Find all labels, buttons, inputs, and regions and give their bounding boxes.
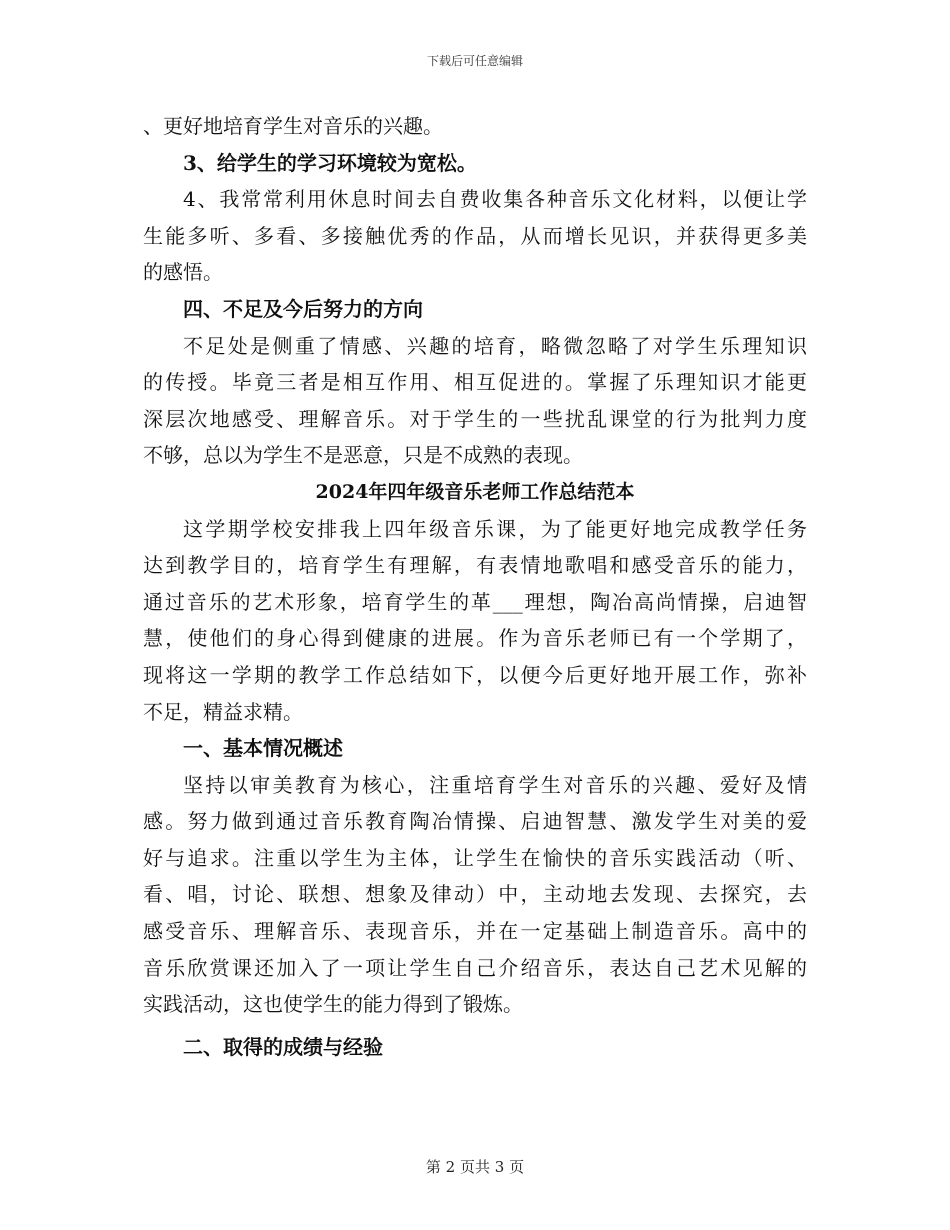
page-header: 下载后可任意编辑: [426, 54, 523, 68]
document-title: 2024年四年级音乐老师工作总结范本: [315, 480, 635, 503]
paragraph-line: 不足处是侧重了情感、兴趣的培育，略微忽略了对学生乐理知识: [183, 333, 807, 358]
list-item-heading: 3、给学生的学习环境较为宽松。: [183, 150, 477, 175]
paragraph-line: 的传授。毕竟三者是相互作用、相互促进的。掌握了乐理知识才能更: [143, 370, 807, 395]
section-heading: 四、不足及今后努力的方向: [183, 296, 423, 321]
paragraph-line: 生能多听、多看、多接触优秀的作品，从而增长见识，并获得更多美: [143, 223, 807, 248]
page-footer: 第 2 页共 3 页: [425, 1158, 525, 1176]
section-heading: 二、取得的成绩与经验: [183, 1034, 383, 1059]
paragraph-line: 实践活动，这也使学生的能力得到了锻炼。: [143, 992, 523, 1017]
paragraph-line: 感。努力做到通过音乐教育陶冶情操、启迪智慧、激发学生对美的爱: [143, 809, 807, 834]
paragraph-line: 4、我常常利用休息时间去自费收集各种音乐文化材料，以便让学: [183, 187, 807, 212]
paragraph-line: 不足，精益求精。: [143, 699, 303, 724]
paragraph-line: 达到教学目的，培育学生有理解，有表情地歌唱和感受音乐的能力，: [143, 553, 807, 578]
paragraph-line: 慧，使他们的身心得到健康的进展。作为音乐老师已有一个学期了，: [143, 626, 807, 651]
paragraph-line: 的感悟。: [143, 260, 223, 285]
paragraph-line: 深层次地感受、理解音乐。对于学生的一些扰乱课堂的行为批判力度: [143, 406, 807, 431]
section-heading: 一、基本情况概述: [183, 736, 343, 761]
paragraph-line: 这学期学校安排我上四年级音乐课，为了能更好地完成教学任务: [183, 516, 807, 541]
paragraph-line: 感受音乐、理解音乐、表现音乐，并在一定基础上制造音乐。高中的: [143, 919, 807, 944]
document-body: [143, 108, 807, 1065]
paragraph-line: 坚持以审美教育为核心，注重培育学生对音乐的兴趣、爱好及情: [183, 772, 807, 797]
paragraph-line: 不够，总以为学生不是恶意，只是不成熟的表现。: [143, 443, 583, 468]
paragraph-line: 看、唱，讨论、联想、想象及律动）中，主动地去发现、去探究，去: [143, 882, 807, 907]
paragraph-line: 好与追求。注重以学生为主体，让学生在愉快的音乐实践活动（听、: [143, 845, 807, 870]
paragraph-line: 现将这一学期的教学工作总结如下，以便今后更好地开展工作，弥补: [143, 662, 807, 687]
paragraph-line: 音乐欣赏课还加入了一项让学生自己介绍音乐，表达自己艺术见解的: [143, 955, 807, 980]
paragraph-line: 通过音乐的艺术形象，培育学生的革___理想，陶冶高尚情操，启迪智: [143, 589, 807, 614]
paragraph-line: 、更好地培育学生对音乐的兴趣。: [143, 114, 443, 138]
